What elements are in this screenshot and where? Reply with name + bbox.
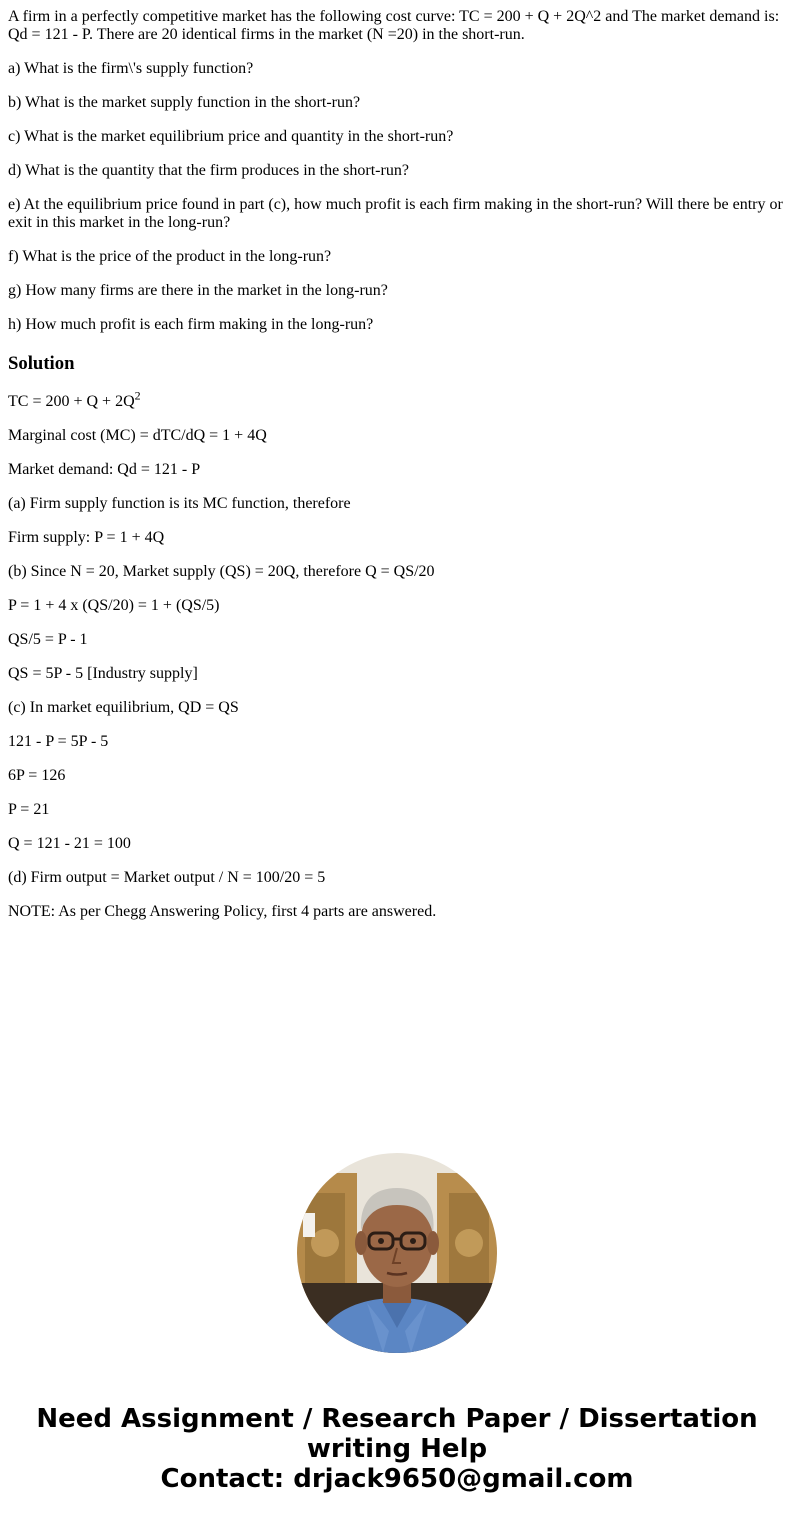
tc-exponent: 2 <box>134 388 141 403</box>
solution-line: 121 - P = 5P - 5 <box>8 733 109 750</box>
solution-line-tc <box>8 388 786 411</box>
question-part-a: a) What is the firm\'s supply function? <box>8 60 254 77</box>
solution-line: Q = 121 - 21 = 100 <box>8 835 131 852</box>
promo-line-1: Need Assignment / Research Paper / Dissertation <box>36 1404 758 1434</box>
question-part-h: h) How much profit is each firm making in the long-run? <box>8 316 374 333</box>
solution-line: 6P = 126 <box>8 767 66 784</box>
promo-contact: Contact: drjack9650@gmail.com <box>160 1464 634 1494</box>
question-part-c: c) What is the market equilibrium price and quantity in the short-run? <box>8 128 454 145</box>
solution-line: P = 1 + 4 x (QS/20) = 1 + (QS/5) <box>8 597 220 614</box>
solution-line: Firm supply: P = 1 + 4Q <box>8 529 165 546</box>
solution-line: Marginal cost (MC) = dTC/dQ = 1 + 4Q <box>8 427 267 444</box>
question-part-e: e) At the equilibrium price found in part (c), how much profit is each firm making in the short-run? Will there be entry or exit in this market in the long-run? <box>8 196 783 231</box>
solution-line: Market demand: Qd = 121 - P <box>8 461 201 478</box>
solution-heading: Solution <box>8 353 75 374</box>
promo-line-2: writing Help <box>306 1434 488 1464</box>
solution-line: (a) Firm supply function is its MC function, therefore <box>8 495 351 512</box>
document-body <box>8 8 786 937</box>
promo-banner <box>0 1404 794 1494</box>
question-part-g: g) How many firms are there in the market in the long-run? <box>8 282 388 299</box>
question-intro: A firm in a perfectly competitive market has the following cost curve: TC = 200 + Q + 2Q^2 and The market demand is: Qd = 121 - P. There are 20 identical firms in the market (N =20) in the short-run. <box>8 8 780 43</box>
solution-line: (d) Firm output = Market output / N = 100/20 = 5 <box>8 869 326 886</box>
question-part-f: f) What is the price of the product in the long-run? <box>8 248 332 265</box>
tc-formula: TC = 200 + Q + 2Q <box>8 393 135 410</box>
question-part-d: d) What is the quantity that the firm produces in the short-run? <box>8 162 409 179</box>
author-photo <box>297 1153 497 1353</box>
solution-line: (b) Since N = 20, Market supply (QS) = 20Q, therefore Q = QS/20 <box>8 563 435 580</box>
solution-line: QS/5 = P - 1 <box>8 631 88 648</box>
solution-note: NOTE: As per Chegg Answering Policy, first 4 parts are answered. <box>8 903 437 920</box>
solution-line: QS = 5P - 5 [Industry supply] <box>8 665 198 682</box>
question-part-b: b) What is the market supply function in the short-run? <box>8 94 361 111</box>
solution-line: (c) In market equilibrium, QD = QS <box>8 699 239 716</box>
portrait-image <box>297 1153 497 1353</box>
solution-line: P = 21 <box>8 801 50 818</box>
